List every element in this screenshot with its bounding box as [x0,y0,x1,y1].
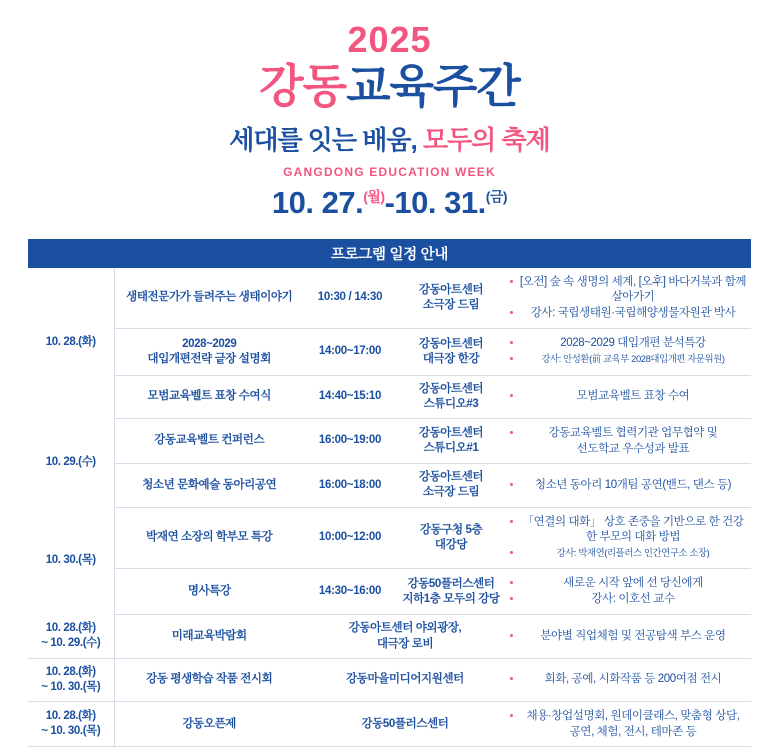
row-detail [506,418,751,463]
row-date [28,615,114,658]
row-program: 강동오픈제 [114,702,304,747]
place-line-1: 강동50플러스센터 [361,717,449,730]
row-detail [506,268,751,329]
place-line-2: 지하1층 모두의 강당 [402,592,500,605]
table-row [28,418,751,463]
date-line-2: ~ 10. 30.(목) [41,725,101,738]
row-program: 강동 평생학습 작품 전시회 [114,658,304,701]
date-end: 10. 31. [394,184,486,220]
table-row [28,507,751,569]
poster-date-range [0,185,779,221]
row-program: 모범교육벨트 표창 수여식 [114,375,304,418]
poster-main-title [0,62,779,112]
detail-item: 「연결의 대화」 상호 존중을 기반으로 한 건강한 부모의 대화 방법 [510,515,747,545]
table-row [28,615,751,658]
detail-item: 회화, 공예, 시화작품 등 200여점 전시 [510,672,747,687]
row-detail [506,569,751,615]
detail-item [510,352,747,367]
detail-item: 새로운 시작 앞에 선 당신에게 [510,576,747,591]
row-time: 10:00~12:00 [304,507,396,569]
program-line-2: 대입개편전략 긑장 설명회 [147,352,271,365]
detail-item: 2028~2029 대입개편 분석특강 [510,336,747,351]
date-end-day: (금) [485,188,508,205]
row-date [28,658,114,701]
row-place [396,418,506,463]
row-date [28,702,114,747]
row-detail [506,615,751,658]
poster-year: 2025 [347,19,432,60]
row-place [304,702,506,747]
row-time: 14:00~17:00 [304,329,396,375]
detail-item: 청소년 동아리 10개팀 공연(밴드, 댄스 등) [510,478,747,493]
place-line-1: 강동아트센터 야외광장, [348,622,462,635]
place-line-2: 대강당 [434,538,468,551]
detail-item-continuation: 공연, 체험, 전시, 테마존 등 [569,726,697,739]
row-time: 14:30~16:00 [304,569,396,615]
table-row [28,464,751,507]
row-detail [506,507,751,569]
date-dash: - [384,184,395,220]
subtitle-part-2: 모두의 축제 [422,124,550,155]
poster-subtitle [0,120,779,157]
place-line-1: 강동아트센터 [418,426,484,439]
row-program: 박재연 소장의 학부모 특강 [114,507,304,569]
row-program: 생태전문가가 들려주는 생태이야기 [114,268,304,329]
date-start: 10. 27. [271,184,364,220]
row-detail [506,329,751,375]
subtitle-part-1: 세대를 잇는 배움, [229,124,417,155]
table-row [28,329,751,375]
row-place [396,329,506,375]
schedule-table-wrap [28,239,751,747]
row-date: 10. 29.(수) [28,418,114,507]
row-place [396,569,506,615]
row-date: 10. 30.(목) [28,507,114,615]
date-line-1: 10. 28.(화) [45,622,96,635]
row-program: 강동교육벨트 컨퍼런스 [114,418,304,463]
row-program: 미래교육박람회 [114,615,304,658]
date-line-2: ~ 10. 30.(목) [41,680,101,693]
place-line-2: 대극장 한강 [422,352,480,365]
row-place [396,507,506,569]
row-place [396,268,506,329]
detail-item: 강동교육벨트 협력기관 업무협약 및 [510,426,747,441]
detail-item: [오전] 숲 속 생명의 세계, [오후] 바다거북과 함께 살아가기 [510,275,747,305]
row-place [304,615,506,658]
detail-item [510,546,747,561]
row-time: 14:40~15:10 [304,375,396,418]
place-line-1: 강동구청 5층 [419,523,483,536]
date-line-2: ~ 10. 29.(수) [41,637,101,650]
place-line-2: 스튜디오#1 [423,442,479,455]
table-row [28,702,751,747]
poster-english-title: GANGDONG EDUCATION WEEK [283,164,496,179]
row-place [304,658,506,701]
detail-text: 강사: 안성환(前 교육부 2028대입개편 자문위원) [541,353,725,365]
row-detail [506,375,751,418]
row-time: 16:00~19:00 [304,418,396,463]
detail-text: 강사: 박재연(리플러스 인간연구소 소장) [556,546,710,558]
row-time: 10:30 / 14:30 [304,268,396,329]
table-row [28,375,751,418]
date-line-1: 10. 28.(화) [45,710,96,723]
table-banner-row [28,239,751,268]
row-place [396,464,506,507]
poster-header [0,0,779,221]
row-program: 청소년 문화예술 동아리공연 [114,464,304,507]
table-row [28,268,751,329]
title-part-pink: 강동 [259,60,347,112]
place-line-1: 강동아트센터 [418,382,484,395]
place-line-1: 강동아트센터 [418,471,484,484]
row-detail [506,702,751,747]
detail-item: 채용·창업설명회, 원데이클래스, 맞춤형 상담, [510,709,747,724]
table-row [28,658,751,701]
detail-item-continuation: 선도학교 우수성과 발표 [576,443,690,456]
program-line-1: 2028~2029 [182,337,237,350]
detail-item: 강사: 이호선 교수 [510,592,747,607]
place-line-1: 강동아트센터 [418,283,484,296]
row-place [396,375,506,418]
row-time: 16:00~18:00 [304,464,396,507]
title-part-blue: 교육주간 [346,60,520,112]
date-line-1: 10. 28.(화) [45,665,96,678]
schedule-table [28,239,751,747]
place-line-2: 소극장 드림 [422,486,480,499]
row-detail [506,658,751,701]
detail-item: 모범교육벨트 표창 수여 [510,389,747,404]
detail-item: 분야별 직업체험 및 전공탐색 부스 운영 [510,629,747,644]
row-program [114,329,304,375]
detail-item: 강사: 국립생태원·국립해양생물자원관 박사 [510,306,747,321]
row-date: 10. 28.(화) [28,268,114,419]
table-row [28,569,751,615]
row-detail [506,464,751,507]
place-line-2: 대극장 로비 [376,637,434,650]
place-line-2: 소극장 드림 [422,298,480,311]
place-line-1: 강동마을미디어지원센터 [346,673,464,686]
place-line-2: 스튜디오#3 [423,397,479,410]
table-banner: 프로그램 일정 안내 [28,239,751,268]
place-line-1: 강동아트센터 [418,337,484,350]
row-program: 명사특강 [114,569,304,615]
place-line-1: 강동50플러스센터 [407,577,495,590]
date-start-day: (월) [363,188,385,205]
